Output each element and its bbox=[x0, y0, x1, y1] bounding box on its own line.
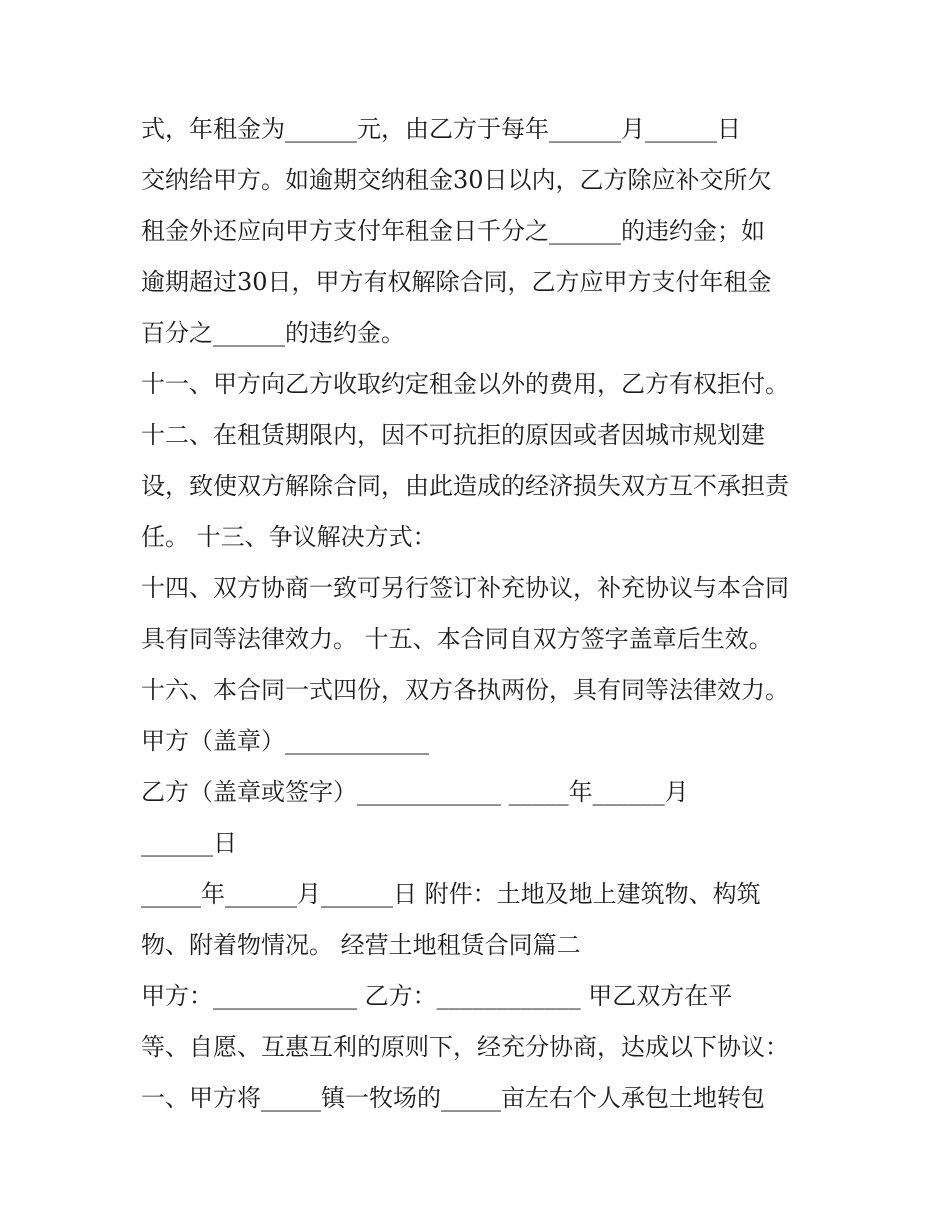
text-line: 具有同等法律效力。 十五、本合同自双方签字盖章后生效。 bbox=[141, 625, 773, 653]
text-line: 式，年租金为______元，由乙方于每年______月______日 bbox=[141, 115, 741, 143]
text-line: 等、自愿、互惠互利的原则下，经充分协商，达成以下协议： bbox=[141, 1033, 789, 1061]
text-line: 十四、双方协商一致可另行签订补充协议，补充协议与本合同 bbox=[141, 574, 789, 602]
text-line: 物、附着物情况。 经营土地租赁合同篇二 bbox=[141, 931, 581, 959]
text-line: 乙方（盖章或签字）____________ _____年______月 bbox=[141, 778, 689, 806]
text-line: 甲方：____________ 乙方：____________ 甲乙双方在平 bbox=[141, 982, 733, 1010]
text-line: 十二、在租赁期限内，因不可抗拒的原因或者因城市规划建 bbox=[141, 421, 765, 449]
text-line: 交纳给甲方。如逾期交纳租金30日以内，乙方除应补交所欠 bbox=[141, 166, 772, 194]
text-line: 租金外还应向甲方支付年租金日千分之______的违约金；如 bbox=[141, 217, 765, 245]
text-line: 设，致使双方解除合同，由此造成的经济损失双方互不承担责 bbox=[141, 472, 789, 500]
text-line: 十六、本合同一式四份，双方各执两份，具有同等法律效力。 bbox=[141, 676, 789, 704]
text-line: 一、甲方将_____镇一牧场的_____亩左右个人承包土地转包 bbox=[141, 1084, 765, 1112]
text-line: 百分之______的违约金。 bbox=[141, 319, 405, 347]
text-line: ______日 bbox=[141, 829, 237, 857]
text-line: 甲方（盖章）____________ bbox=[141, 727, 429, 755]
text-line: 逾期超过30日，甲方有权解除合同，乙方应甲方支付年租金 bbox=[141, 268, 772, 296]
text-line: 十一、甲方向乙方收取约定租金以外的费用，乙方有权拒付。 bbox=[141, 370, 789, 398]
text-line: _____年______月______日 附件：土地及地上建筑物、构筑 bbox=[141, 880, 761, 908]
text-line: 任。 十三、争议解决方式： bbox=[141, 523, 437, 551]
